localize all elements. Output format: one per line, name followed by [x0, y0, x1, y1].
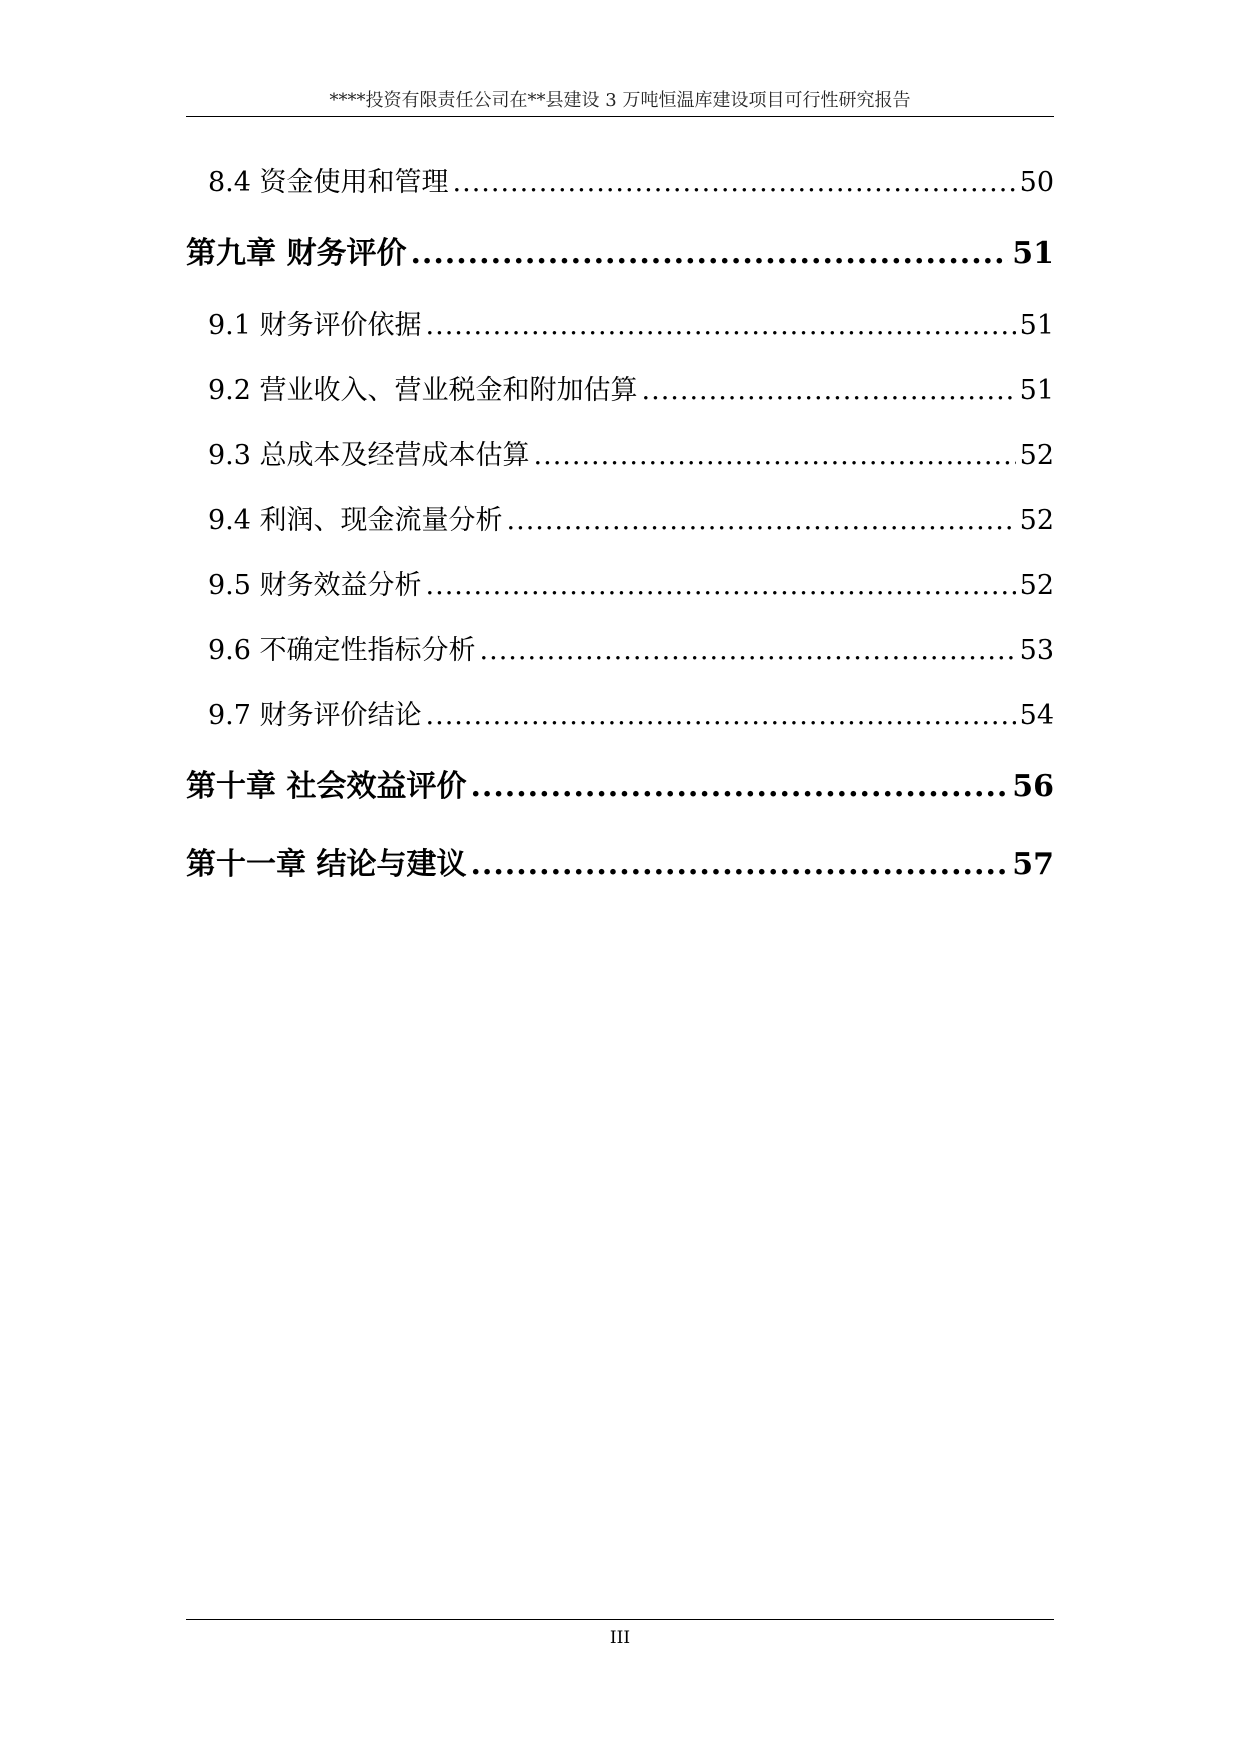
toc-leader-dots [507, 488, 1016, 553]
toc-entry-title: 8.4 资金使用和管理 [208, 167, 449, 198]
toc-leader-dots [410, 215, 1008, 293]
toc-entry-page: 51 [1012, 236, 1054, 271]
toc-entry-page: 56 [1012, 769, 1054, 804]
toc-entry-chapter-10[interactable] [186, 748, 1054, 826]
toc-entry-title: 9.2 营业收入、营业税金和附加估算 [208, 375, 638, 406]
toc-leader-dots [534, 423, 1016, 488]
toc-entry-title: 9.1 财务评价依据 [208, 310, 422, 341]
toc-leader-dots [470, 826, 1008, 904]
toc-entry-9-5[interactable] [186, 553, 1054, 618]
toc-entry-9-7[interactable] [186, 683, 1054, 748]
toc-entry-9-2[interactable] [186, 358, 1054, 423]
toc-entry-page: 51 [1019, 375, 1054, 406]
toc-entry-page: 51 [1019, 310, 1054, 341]
toc-entry-title: 第十章 社会效益评价 [186, 769, 467, 804]
toc-entry-title: 9.4 利润、现金流量分析 [208, 505, 503, 536]
toc-entry-page: 50 [1019, 167, 1054, 198]
page-number: III [609, 1628, 631, 1648]
toc-entry-page: 52 [1019, 505, 1054, 536]
toc-entry-title: 9.3 总成本及经营成本估算 [208, 440, 530, 471]
toc-entry-page: 53 [1019, 635, 1054, 666]
toc-entry-title: 第十一章 结论与建议 [186, 847, 467, 882]
toc-entry-chapter-9[interactable] [186, 215, 1054, 293]
toc-entry-title: 9.5 财务效益分析 [208, 570, 422, 601]
toc-entry-title: 9.6 不确定性指标分析 [208, 635, 476, 666]
toc-entry-9-4[interactable] [186, 488, 1054, 553]
toc-entry-title: 第九章 财务评价 [186, 236, 407, 271]
toc-leader-dots [480, 618, 1016, 683]
page-header [186, 86, 1054, 117]
toc-entry-title: 9.7 财务评价结论 [208, 700, 422, 731]
toc-entry-page: 52 [1019, 440, 1054, 471]
table-of-contents [186, 150, 1054, 904]
page-footer [186, 1619, 1054, 1648]
toc-leader-dots [470, 748, 1008, 826]
header-title: ****投资有限责任公司在**县建设 3 万吨恒温库建设项目可行性研究报告 [329, 90, 911, 111]
toc-leader-dots [453, 150, 1016, 215]
toc-entry-chapter-11[interactable] [186, 826, 1054, 904]
toc-entry-9-6[interactable] [186, 618, 1054, 683]
toc-entry-9-3[interactable] [186, 423, 1054, 488]
toc-entry-page: 57 [1012, 847, 1054, 882]
toc-leader-dots [426, 683, 1016, 748]
toc-leader-dots [426, 553, 1016, 618]
toc-entry-9-1[interactable] [186, 293, 1054, 358]
toc-entry-page: 52 [1019, 570, 1054, 601]
toc-leader-dots [426, 293, 1016, 358]
toc-entry-page: 54 [1019, 700, 1054, 731]
toc-leader-dots [642, 358, 1016, 423]
toc-entry-8-4[interactable] [186, 150, 1054, 215]
